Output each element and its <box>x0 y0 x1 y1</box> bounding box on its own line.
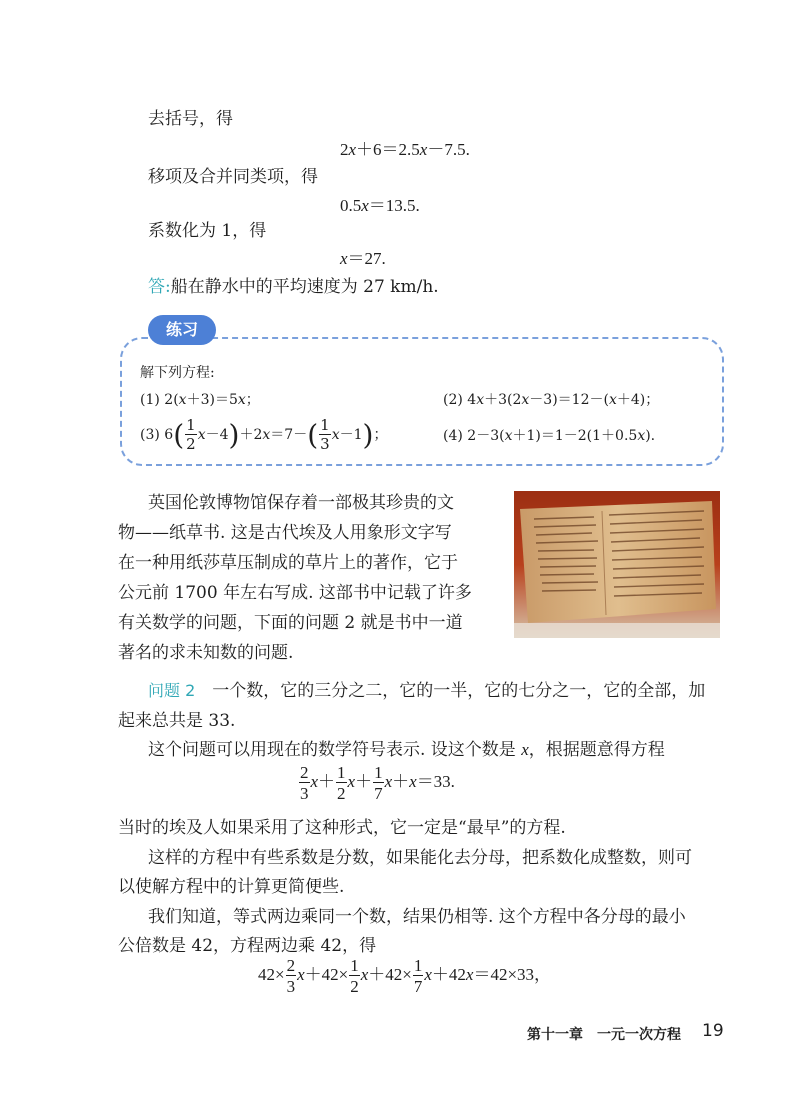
problem2-para-3: 当时的埃及人如果采用了这种形式，它一定是“最早”的方程. <box>118 818 566 838</box>
problem2-para-5a: 我们知道，等式两边乘同一个数，结果仍相等. 这个方程中各分母的最小 <box>148 907 686 927</box>
p2-text: 这个问题可以用现在的数学符号表示. 设这个数是 <box>148 740 516 760</box>
answer-line <box>148 272 439 297</box>
problem2-line-1 <box>148 676 705 706</box>
p2-text-end: ，根据题意得方程 <box>528 740 665 760</box>
problem2-para-2: 这个问题可以用现在的数学符号表示. 设这个数是 x，根据题意得方程 <box>148 740 665 760</box>
practice-item-1: (1) 2(x＋3)＝5x； <box>140 392 260 408</box>
step3-equation: x＝27. <box>340 249 386 268</box>
practice-tag: 练习 <box>148 315 216 345</box>
papyrus-line-2: 物——纸草书. 这是古代埃及人用象形文字写 <box>118 523 452 543</box>
problem2-text: 一个数，它的三分之二，它的一半，它的七分之一，它的全部，加 <box>212 681 706 701</box>
practice-intro: 解下列方程: <box>140 365 215 381</box>
step3-label: 系数化为 1，得 <box>148 221 267 241</box>
step2-equation: 0.5x＝13.5. <box>340 196 420 215</box>
papyrus-line-1: 英国伦敦博物馆保存着一部极其珍贵的文 <box>148 493 454 513</box>
problem2-para-5b: 公倍数是 42，方程两边乘 42，得 <box>118 936 377 956</box>
papyrus-line-3: 在一种用纸莎草压制成的草片上的著作，它于 <box>118 553 458 573</box>
item-number: (1) <box>140 392 160 408</box>
item-number: (4) <box>443 428 463 444</box>
problem2-line-2: 起来总共是 33. <box>118 711 236 731</box>
problem2-para-4a: 这样的方程中有些系数是分数，如果能化去分母，把系数化成整数，则可 <box>148 848 692 868</box>
equation-main: $\frac{2}{3}$ x＋ $\frac{1}{2}$ x＋ $\frac{1}{7}$ x＋x＝33. <box>300 763 455 803</box>
papyrus-photo <box>514 491 720 638</box>
papyrus-line-5: 有关数学的问题，下面的问题 2 就是书中一道 <box>118 613 463 633</box>
step1-label: 去括号，得 <box>148 109 233 129</box>
step1-equation: 2x＋6＝2.5x－7.5. <box>340 140 470 159</box>
page-number: 19 <box>702 1021 724 1041</box>
item-number: (3) <box>140 427 160 443</box>
practice-item-2: (2) 4x＋3(2x－3)＝12－(x＋4)； <box>443 392 660 408</box>
item-number: (2) <box>443 392 463 408</box>
problem2-label: 问题 2 <box>148 681 196 700</box>
answer-text: 船在静水中的平均速度为 27 km/h. <box>170 277 439 297</box>
practice-item-4: (4) 2－3(x＋1)＝1－2(1＋0.5x). <box>443 428 656 444</box>
step2-label: 移项及合并同类项，得 <box>148 167 318 187</box>
footer-chapter: 第十一章 一元一次方程 <box>527 1027 681 1043</box>
practice-item-3: (3) 6( $\frac{1}{2}$ x－4)＋2x＝7－( $\frac{1}{3}$ x－1)； <box>140 416 388 453</box>
answer-label: 答: <box>148 277 171 297</box>
papyrus-line-6: 著名的求未知数的问题. <box>118 643 294 663</box>
problem2-para-4b: 以使解方程中的计算更简便些. <box>118 877 345 897</box>
papyrus-line-4: 公元前 1700 年左右写成. 这部书中记载了许多 <box>118 583 472 603</box>
equation-multiplied: 42× $\frac{2}{3}$ x＋42× $\frac{1}{2}$ x＋42× $\frac{1}{7}$ x＋42x＝42×33， <box>258 956 552 996</box>
